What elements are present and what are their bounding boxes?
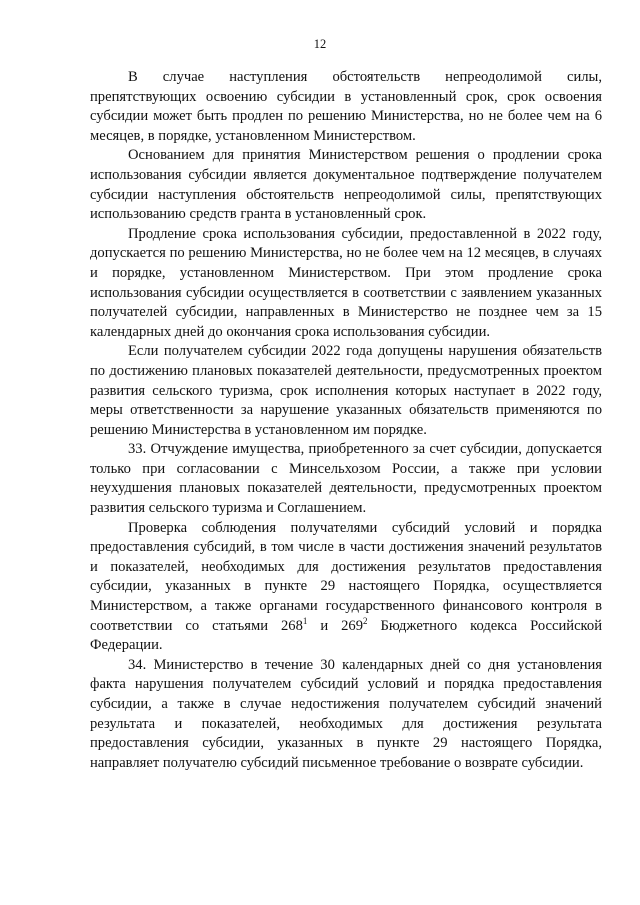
document-body <box>90 68 602 773</box>
paragraph-item-34: 34. Министерство в течение 30 календарных дней со дня установления факта нарушения получателем субсидий условий и порядка предоставления субсидии, а также в случае недостижения получателем субсидий значений результата и показателей, необходимых для достижения результата предоставления субсидии, указанных в пункте 29 настоящего Порядка, направляет получателю субсидий письменное требование о возврате субсидии. <box>90 656 602 771</box>
footnote-sup-2: 2 <box>363 615 368 626</box>
compliance-text-end: Бюджетного кодекса Российской Федерации. <box>90 617 603 654</box>
compliance-text-start: Проверка соблюдения получателями субсидий условий и порядка предоставления субсидий, в том числе в части достижения значений результатов и показателей, необходимых для достижения результатов предоставления субсидии, указанных в пункте 29 настоящего Порядка, осуществляется Министерством, а также органами государственного финансового контроля в соответствии со статьями 268 <box>90 519 602 634</box>
page-number: 12 <box>313 37 327 51</box>
compliance-text-mid: и 269 <box>307 617 364 634</box>
paragraph-force-majeure: В случае наступления обстоятельств непреодолимой силы, препятствующих освоению субсидии в установленный срок, срок освоения субсидии может быть продлен по решению Министерства, но не более чем на 6 месяцев, в порядке, установленном Министерством. <box>90 69 602 144</box>
footnote-sup-1: 1 <box>302 615 308 626</box>
paragraph-compliance-check <box>90 519 602 656</box>
paragraph-extension-basis: Основанием для принятия Министерством решения о продлении срока использования субсидии является документальное подтверждение получателем субсидии наступления обстоятельств непреодолимой силы, препятствующих использованию средств гранта в установленный срок. <box>90 147 602 223</box>
paragraph-violations-2022: Если получателем субсидии 2022 года допущены нарушения обязательств по достижению плановых показателей деятельности, предусмотренных проектом развития сельского туризма, срок исполнения которых наступает в 2022 году, меры ответственности за нарушение указанных обязательств применяются по решению Министерства в установленном им порядке. <box>90 343 602 438</box>
paragraph-item-33: 33. Отчуждение имущества, приобретенного за счет субсидии, допускается только при согласовании с Минсельхозом России, а также при условии неухудшения плановых показателей деятельности, предусмотренных проектом развития сельского туризма и Соглашением. <box>90 441 602 517</box>
paragraph-extension-2022: Продление срока использования субсидии, предоставленной в 2022 году, допускается по решению Министерства, но не более чем на 12 месяцев, в случаях и порядке, установленном Министерством. При этом продление срока использования субсидии осуществляется в соответствии с заявлением указанных получателей субсидии, направленных в Министерство не позднее чем за 15 календарных дней до окончания срока использования субсидии. <box>90 225 602 340</box>
